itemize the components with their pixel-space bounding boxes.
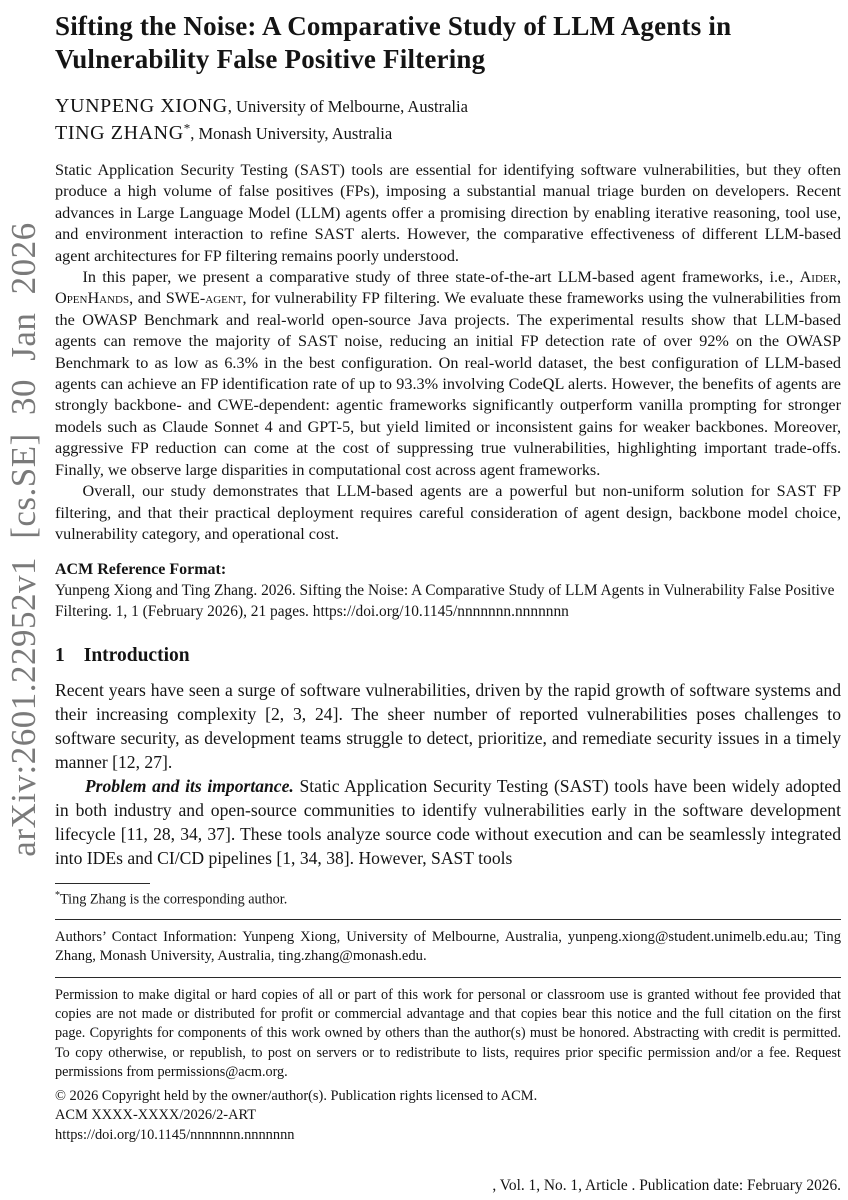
abstract	[55, 160, 841, 545]
page-footer: , Vol. 1, No. 1, Article . Publication date: February 2026.	[492, 1177, 841, 1194]
permission-notice: Permission to make digital or hard copies of all or part of this work for personal or classroom use is granted without fee provided that copies are not made or distributed for profit or commercial advantage and that copies bear this notice and the full citation on the first page. Copyrights for components of this work owned by others than the author(s) must be honored. Abstracting with credit is permitted. To copy otherwise, or republish, to post on servers or to redistribute to lists, requires prior specific permission and/or a fee. Request permissions from permissions@acm.org.	[55, 987, 841, 1080]
intro-paragraph-1: Recent years have seen a surge of software vulnerabilities, driven by the rapid growth of software systems and their increasing complexity [2, 3, 24]. The sheer number of reported vulnerabilities poses challenges to software security, as development teams struggle to detect, prioritize, and remediate security issues in a timely manner [12, 27].	[55, 680, 841, 773]
introduction-body	[55, 678, 841, 870]
author-block	[55, 93, 841, 147]
author-name: YUNPENG XIONG	[55, 95, 228, 117]
copyright-block	[55, 1087, 841, 1145]
abstract-paragraph-1: Static Application Security Testing (SAST) tools are essential for identifying software vulnerabilities, but they often produce a high volume of false positives (FPs), imposing a substantial manual triage burden on developers. Recent advances in Large Language Model (LLM) agents offer a promising direction by enabling iterative reasoning, tool use, and environment interaction to refine SAST alerts. However, the comparative effectiveness of different LLM-based agent architectures for FP filtering remains poorly understood.	[55, 161, 841, 265]
author-name: TING ZHANG	[55, 122, 184, 144]
contact-info: Authors’ Contact Information: Yunpeng Xiong, University of Melbourne, Australia, yunpeng.xiong@student.unimelb.edu.au; Ting Zhang, Monash University, Australia, ting.zhang@monash.edu.	[55, 928, 841, 965]
footnote-rule	[55, 883, 150, 884]
section-number: 1	[55, 645, 65, 667]
doi-line[interactable]: https://doi.org/10.1145/nnnnnnn.nnnnnnn	[55, 1126, 295, 1143]
acm-reference-label: ACM Reference Format:	[55, 561, 227, 579]
author-line	[55, 93, 841, 120]
abstract-paragraph-2: In this paper, we present a comparative study of three state-of-the-art LLM-based agent frameworks, i.e., Aider, OpenHands, and SWE-agent, for vulnerability FP filtering. We evaluate these frameworks using the vulnerabilities from the OWASP Benchmark and real-world open-source Java projects. The experimental results show that LLM-based agents can remove the majority of SAST noise, reducing an initial FP detection rate of over 92% on the OWASP Benchmark to as low as 6.3% in the best configuration. On real-world dataset, the best configuration of LLM-based agents can achieve an FP identification rate of up to 93.3% involving CodeQL alerts. However, the benefits of agents are strongly backbone- and CWE-dependent: agentic frameworks significantly outperform vanilla prompting for stronger models such as Claude Sonnet 4 and GPT-5, but yield limited or inconsistent gains for weaker backbones. Moreover, aggressive FP reduction can come at the cost of suppressing true vulnerabilities, highlighting important trade-offs. Finally, we observe large disparities in computational cost across agent frameworks.	[55, 268, 841, 479]
author-affiliation: , University of Melbourne, Australia	[227, 97, 468, 116]
author-affiliation: , Monash University, Australia	[190, 124, 393, 143]
copyright-line: © 2026 Copyright held by the owner/author(s). Publication rights licensed to ACM.	[55, 1088, 538, 1105]
divider-rule	[55, 977, 841, 978]
footnote-marker: *	[55, 890, 60, 902]
acm-reference-text	[55, 581, 841, 622]
intro-paragraph-2: Problem and its importance. Static Application Security Testing (SAST) tools have been widely adopted in both industry and open-source communities to identify vulnerabilities early in the software development lifecycle [11, 28, 34, 37]. These tools analyze source code without execution and can be seamlessly integrated into IDEs and CI/CD pipelines [1, 34, 38]. However, SAST tools	[55, 776, 841, 869]
footnote	[55, 887, 841, 909]
footnote-text: Ting Zhang is the corresponding author.	[60, 891, 288, 908]
divider-rule	[55, 919, 841, 920]
section-title: Introduction	[83, 645, 190, 667]
section-1-heading	[55, 645, 841, 667]
abstract-paragraph-3: Overall, our study demonstrates that LLM-based agents are a powerful but non-uniform solution for SAST FP filtering, and that their practical deployment requires careful consideration of agent design, backbone model choice, vulnerability category, and operational cost.	[55, 482, 841, 543]
author-line	[55, 120, 841, 147]
acm-reference-citation: Yunpeng Xiong and Ting Zhang. 2026. Sifting the Noise: A Comparative Study of LLM Agents in Vulnerability False Positive Filtering. 1, 1 (February 2026), 21 pages.	[55, 581, 835, 620]
acm-issn-line: ACM XXXX-XXXX/2026/2-ART	[55, 1107, 256, 1124]
paper-title: Sifting the Noise: A Comparative Study of LLM Agents in Vulnerability False Positive Filtering	[55, 11, 732, 74]
author-mark: *	[183, 120, 191, 136]
doi-link[interactable]: https://doi.org/10.1145/nnnnnnn.nnnnnnn	[312, 602, 569, 620]
acm-reference-block	[55, 560, 841, 622]
arxiv-watermark: arXiv:2601.22952v1 [cs.SE] 30 Jan 2026	[4, 222, 43, 857]
paper-content	[55, 0, 841, 1145]
